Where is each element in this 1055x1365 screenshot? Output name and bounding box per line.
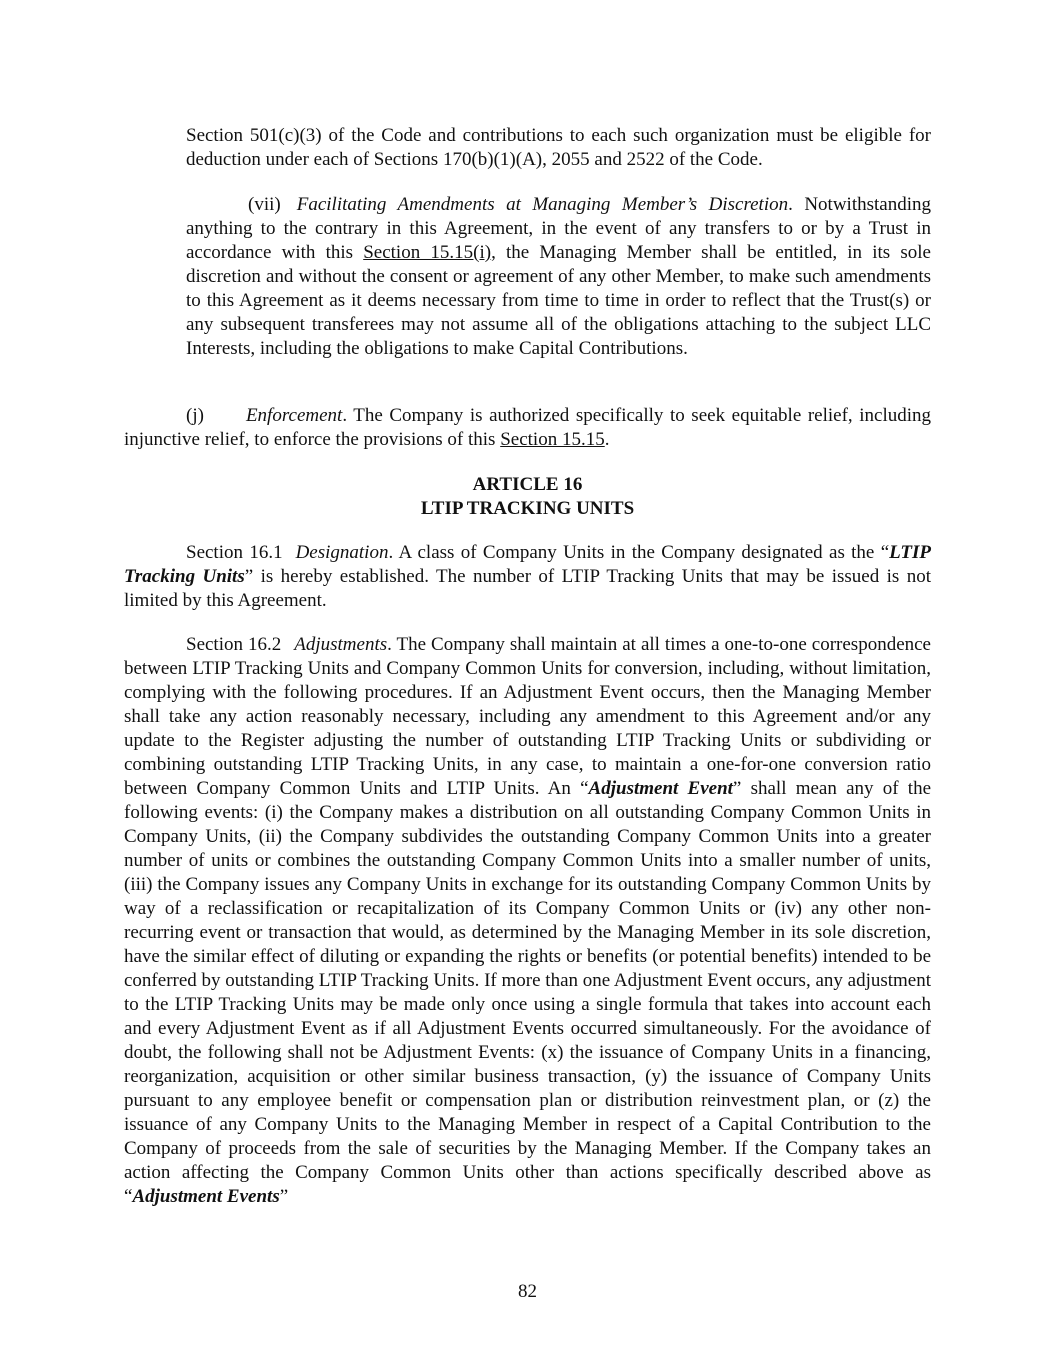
- defined-term: Adjustment Events: [132, 1186, 280, 1207]
- paragraph-text: ” is hereby established. The number of LTIP Tracking Units that may be issued is not limited by this Agreement.: [124, 566, 931, 611]
- paragraph-501c3-continuation: [186, 124, 931, 172]
- article-number: ARTICLE 16: [472, 474, 583, 495]
- paragraph-text: . The Company shall maintain at all times a one-to-one correspondence between LTIP Tracking Units and Company Common Units for conversion, including, without limitation, complying with the following procedures. If an Adjustment Event occurs, then the Managing Member shall take any action reasonably necessary, including any amendment to this Agreement and/or any update to the Register adjusting the number of outstanding LTIP Tracking Units or subdividing or combining outstanding LTIP Tracking Units, in any case, to maintain a one-for-one conversion ratio between Company Common Units and LTIP Units. An “: [124, 634, 931, 799]
- section-title: Adjustments: [294, 634, 388, 655]
- clause-number: (j): [186, 405, 204, 426]
- section-title: Designation: [295, 542, 389, 563]
- defined-term: Adjustment Event: [588, 778, 733, 799]
- section-16-2: [124, 633, 931, 1209]
- page-number: 82: [518, 1281, 537, 1302]
- clause-title: Enforcement: [245, 405, 343, 426]
- paragraph-text: Section 501(c)(3) of the Code and contributions to each such organization must be eligible for deduction under each of Sections 170(b)(1)(A), 2055 and 2522 of the Code.: [186, 125, 931, 170]
- paragraph-j: [124, 404, 931, 452]
- paragraph-text: . Notwithstanding anything to the contrary in this Agreement, in the event of any transfers to or by a Trust in accordance with this: [186, 194, 931, 263]
- section-label: Section 16.2: [186, 634, 282, 655]
- paragraph-text: . A class of Company Units in the Company designated as the “: [388, 542, 890, 563]
- section-reference-link: Section 15.15: [500, 429, 605, 450]
- clause-title: Facilitating Amendments at Managing Member’s Discretion: [296, 194, 789, 215]
- section-16-1: [124, 541, 931, 613]
- paragraph-vii: [186, 193, 931, 361]
- clause-number: (vii): [248, 194, 281, 215]
- paragraph-text: . The Company is authorized specifically to seek equitable relief, including injunctive relief, to enforce the provisions of this: [124, 405, 931, 450]
- defined-term: LTIP Tracking Units: [124, 542, 932, 587]
- article-title: LTIP TRACKING UNITS: [420, 498, 635, 519]
- section-reference-link: Section 15.15(i): [363, 242, 492, 263]
- paragraph-text: ” shall mean any of the following events: (i) the Company makes a distribution on all outstanding Company Common Units in Company Units, (ii) the Company subdivides the outstanding Company Common Units into a greater number of units or combines the outstanding Company Common Units into a smaller number of units, (iii) the Company issues any Company Units in exchange for its outstanding Company Common Units by way of a reclassification or recapitalization of its Company Common Units or (iv) any other non-recurring event or transaction that would, as determined by the Managing Member in its sole discretion, have the similar effect of diluting or expanding the rights or benefits (or potential benefits) intended to be conferred by outstanding LTIP Tracking Units. If more than one Adjustment Event occurs, any adjustment to the LTIP Tracking Units may be made only once using a single formula that takes into account each and every Adjustment Event as if all Adjustment Events occurred simultaneously. For the avoidance of doubt, the following shall not be Adjustment Events: (x) the issuance of Company Units in a financing, reorganization, acquisition or other similar business transaction, (y) the issuance of Company Units pursuant to any employee benefit or compensation plan or distribution reinvestment plan, or (z) the issuance of any Company Units to the Managing Member in respect of a Capital Contribution to the Company of proceeds from the sale of securities by the Managing Member. If the Company takes an action affecting the Company Common Units other than actions specifically described above as “: [124, 778, 932, 1207]
- paragraph-text: , the Managing Member shall be entitled, in its sole discretion and without the consent or agreement of any other Member, to make such amendments to this Agreement as it deems necessary from time to time in order to reflect that the Trust(s) or any subsequent transferees may not assume all of the obligations attaching to the subject LLC Interests, including the obligations to make Capital Contributions.: [186, 242, 931, 359]
- section-label: Section 16.1: [186, 542, 283, 563]
- paragraph-text: .: [604, 429, 610, 450]
- paragraph-text: ”: [279, 1186, 289, 1207]
